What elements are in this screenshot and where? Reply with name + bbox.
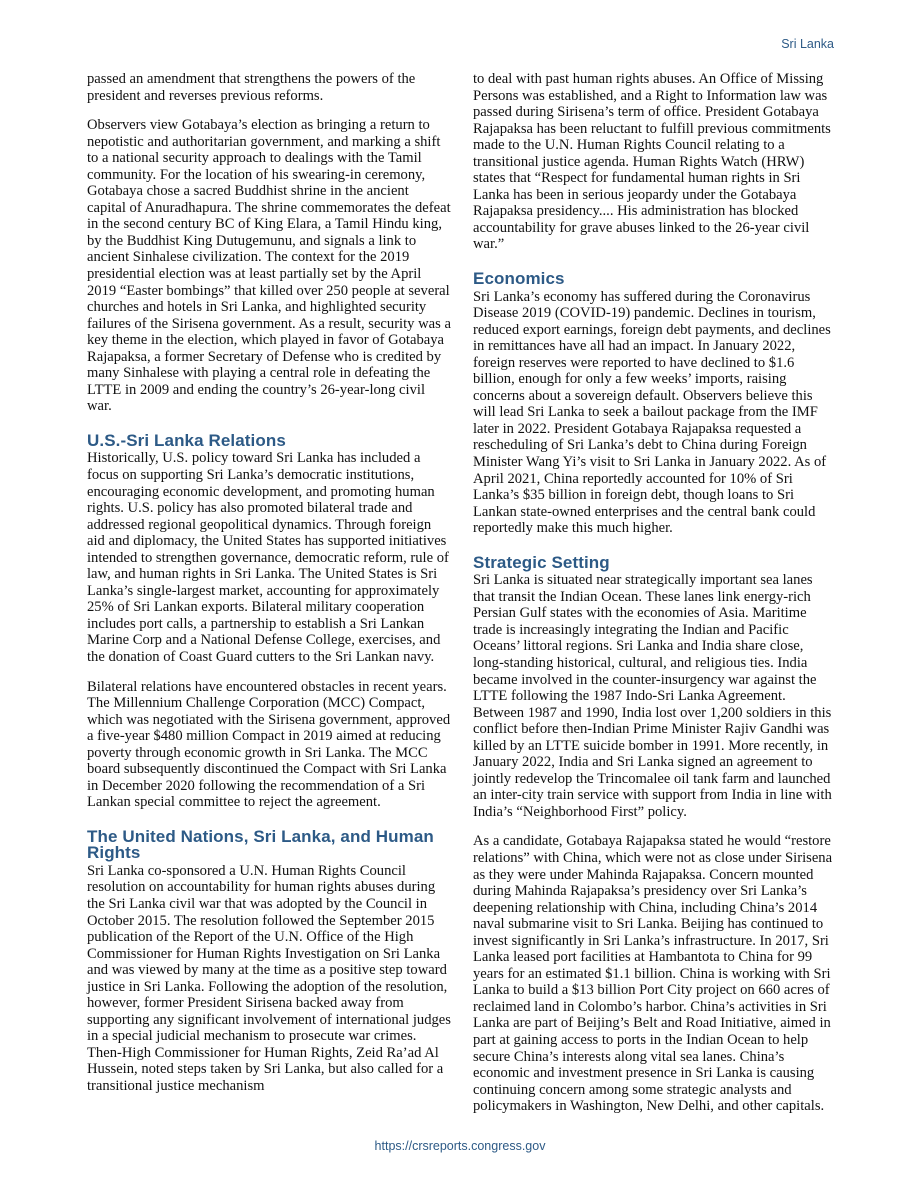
footer-link[interactable]: https://crsreports.congress.gov: [374, 1139, 546, 1153]
paragraph: Sri Lanka co-sponsored a U.N. Human Rights Council resolution on accountability for human rights abuses during the Sri Lanka civil war that was adopted by the Council in October 2015. The resolution followed the September 2015 publication of the Report of the U.N. Office of the High Commissioner for Human Rights Investigation on Sri Lanka and was viewed by many at the time as a positive step toward justice in Sri Lanka. Following the adoption of the resolution, however, former President Sirisena backed away from supporting any significant involvement of international judges in a special judicial mechanism to prosecute war crimes. Then-High Commissioner for Human Rights, Zeid Ra’ad Al Hussein, noted steps taken by Sri Lanka, but also called for a transitional justice mechanism: [87, 862, 451, 1095]
paragraph: Sri Lanka is situated near strategically important sea lanes that transit the Indian Ocean. These lanes link energy-rich Persian Gulf states with the economies of Asia. Maritime trade is increasingly integrating the Indian and Pacific Oceans’ littoral regions. Sri Lanka and India share close, long-standing historical, cultural, and religious ties. India became involved in the counter-insurgency war against the LTTE following the 1987 Indo-Sri Lanka Agreement. Between 1987 and 1990, India lost over 1,200 soldiers in this conflict before then-Indian Prime Minister Rajiv Gandhi was killed by an LTTE suicide bomber in 1991. More recently, in January 2022, India and Sri Lanka signed an agreement to jointly redevelop the Trincomalee oil tank farm and launched an inter-city train service with support from India in line with India’s “Neighborhood First” policy.: [473, 572, 832, 820]
section-heading-economics: Economics: [473, 269, 565, 289]
section-heading-un-human-rights: The United Nations, Sri Lanka, and Human Rights: [87, 826, 434, 863]
paragraph: passed an amendment that strengthens the powers of the president and reverses previous reforms.: [87, 71, 416, 104]
paragraph: Historically, U.S. policy toward Sri Lanka has included a focus on supporting Sri Lanka’s democratic institutions, encouraging economic development, and promoting human rights. U.S. policy has also promoted bilateral trade and addressed regional geopolitical dynamics. Through foreign aid and diplomacy, the United States has supported initiatives intended to strengthen governance, democratic reform, rule of law, and human rights in Sri Lanka. The United States is Sri Lanka’s single-largest market, accounting for approximately 25% of Sri Lankan exports. Bilateral military cooperation includes port calls, a partnership to establish a Sri Lankan Marine Corp and a National Defense College, exercises, and the donation of Coast Guard cutters to the Sri Lankan navy.: [87, 450, 449, 665]
paragraph: Sri Lanka’s economy has suffered during the Coronavirus Disease 2019 (COVID-19) pandemic. Declines in tourism, reduced export earnings, foreign debt payments, and declines in remittances have all had an impact. In January 2022, foreign reserves were reported to have declined to $1.6 billion, enough for only a few weeks’ imports, raising concerns about a sovereign default. Observers believe this will lead Sri Lanka to seek a bailout package from the IMF later in 2022. President Gotabaya Rajapaksa requested a rescheduling of Sri Lanka’s debt to China during Foreign Minister Wang Yi’s visit to Sri Lanka in January 2022. As of April 2021, China reportedly accounted for 10% of Sri Lanka’s $35 billion in foreign debt, though loans to Sri Lankan state-owned enterprises and the central bank could reportedly make this much higher.: [473, 288, 831, 537]
paragraph: to deal with past human rights abuses. An Office of Missing Persons was established, and a Right to Information law was passed during Sirisena’s term of office. President Gotabaya Rajapaksa has been reluctant to fulfill previous commitments made to the U.N. Human Rights Council relating to a transitional justice agenda. Human Rights Watch (HRW) states that “Respect for fundamental human rights in Sri Lanka has been in serious jeopardy under the Gotabaya Rajapaksa presidency.... His administration has blocked accountability for grave abuses linked to the 26-year civil war.”: [473, 71, 831, 253]
paragraph: Observers view Gotabaya’s election as bringing a return to nepotistic and authoritarian government, and marking a shift to a national security approach to dealings with the Tamil community. For the location of his swearing-in ceremony, Gotabaya chose a sacred Buddhist shrine in the ancient capital of Anuradhapura. The shrine commemorates the defeat in the second century BC of King Elara, a Tamil Hindu king, by the Buddhist King Dutugemunu, and signals a link to ancient Sinhalese civilization. The context for the 2019 presidential election was at least partially set by the April 2019 “Easter bombings” that killed over 250 people at several churches and hotels in Sri Lanka, and highlighted security failures of the Sirisena government. As a result, security was a key theme in the election, which played in favor of Gotabaya Rajapaksa, a former Secretary of Defense who is credited by many Sinhalese with playing a central role in defeating the LTTE in 2009 and ending the country’s 26-year-long civil war.: [87, 117, 451, 415]
paragraph: As a candidate, Gotabaya Rajapaksa stated he would “restore relations” with China, which were not as close under Sirisena as they were under Mahinda Rajapaksa. Concern mounted during Mahinda Rajapaksa’s presidency over Sri Lanka’s deepening relationship with China, including China’s 2014 naval submarine visit to Sri Lanka. Beijing has continued to invest significantly in Sri Lanka’s infrastructure. In 2017, Sri Lanka leased port facilities at Hambantota to China for 99 years for an estimated $1.1 billion. China is working with Sri Lanka to build a $13 billion Port City project on 660 acres of reclaimed land in Colombo’s harbor. China’s activities in Sri Lanka are part of Beijing’s Belt and Road Initiative, aimed in part at gaining access to ports in the Indian Ocean to help secure China’s interests along vital sea lanes. China’s economic and investment presence in Sri Lanka is causing continuing concern among some strategic analysts and policymakers in Washington, New Delhi, and other capitals.: [473, 833, 833, 1115]
running-head: Sri Lanka: [781, 37, 834, 51]
left-column: [87, 71, 451, 1108]
right-column: [473, 71, 837, 1128]
paragraph: Bilateral relations have encountered obstacles in recent years. The Millennium Challenge Corporation (MCC) Compact, which was negotiated with the Sirisena government, approved a five-year $480 million Compact in 2019 aimed at reducing poverty through economic growth in Sri Lanka. The MCC board subsequently discontinued the Compact with Sri Lanka in December 2020 following the recommendation of a Sri Lankan special committee to reject the agreement.: [87, 678, 451, 811]
section-heading-strategic-setting: Strategic Setting: [473, 552, 610, 572]
section-heading-us-relations: U.S.-Sri Lanka Relations: [87, 430, 286, 450]
